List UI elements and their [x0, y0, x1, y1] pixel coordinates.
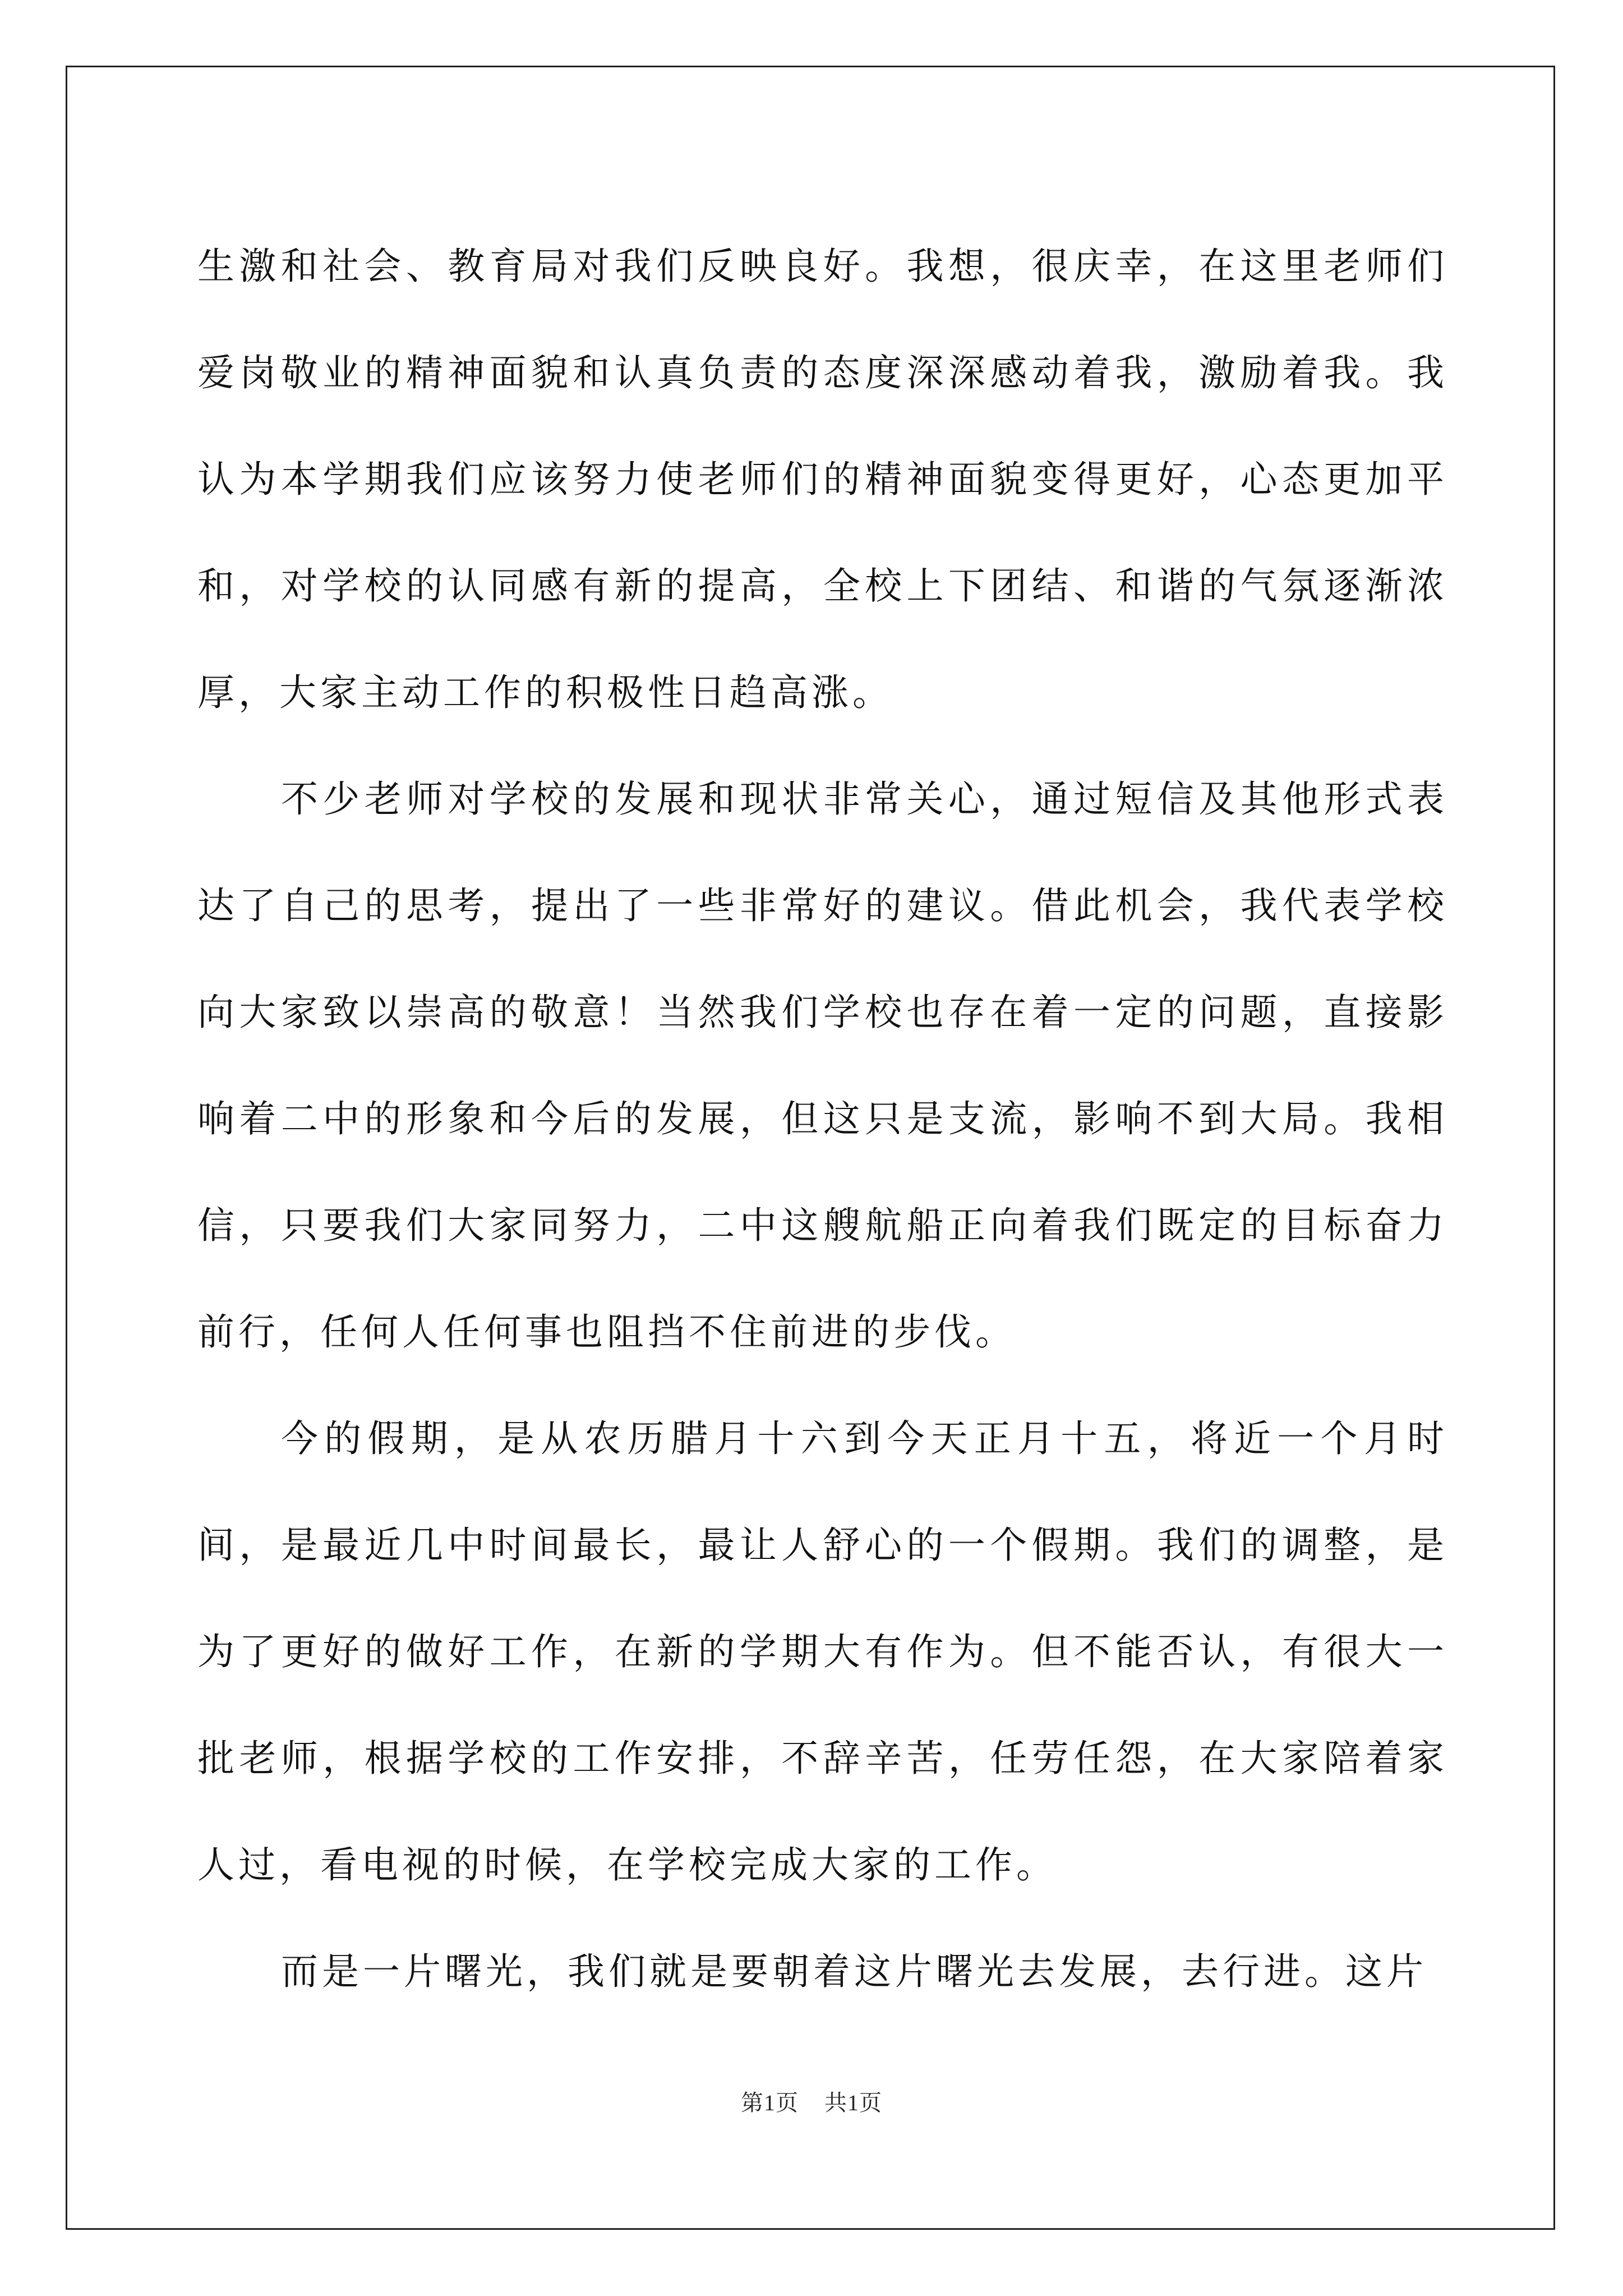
document-body — [197, 213, 1448, 2025]
page-footer — [0, 2085, 1623, 2117]
paragraph-3: 今的假期，是从农历腊月十六到今天正月十五，将近一个月时间，是最近几中时间最长，最让人舒心的一个假期。我们的调整，是为了更好的做好工作，在新的学期大有作为。但不能否认，有很大一批老师，根据学校的工作安排，不辞辛苦，任劳任怨，在大家陪着家人过，看电视的时候，在学校完成大家的工作。 — [197, 1417, 1448, 1887]
page-total: 共1页 — [824, 2090, 882, 2115]
paragraph-1: 生激和社会、教育局对我们反映良好。我想，很庆幸，在这里老师们爱岗敬业的精神面貌和认真负责的态度深深感动着我，激励着我。我认为本学期我们应该努力使老师们的精神面貌变得更好，心态更加平和，对学校的认同感有新的提高，全校上下团结、和谐的气氛逐渐浓厚，大家主动工作的积极性日趋高涨。 — [197, 245, 1448, 714]
page-number: 第1页 — [741, 2090, 799, 2115]
paragraph-4: 而是一片曙光，我们就是要朝着这片曙光去发展，去行进。这片 — [281, 1950, 1427, 1993]
paragraph-2: 不少老师对学校的发展和现状非常关心，通过短信及其他形式表达了自己的思考，提出了一些非常好的建议。借此机会，我代表学校向大家致以崇高的敬意！当然我们学校也存在着一定的问题，直接影响着二中的形象和今后的发展，但这只是支流，影响不到大局。我相信，只要我们大家同努力，二中这艘航船正向着我们既定的目标奋力前行，任何人任何事也阻挡不住前进的步伐。 — [197, 777, 1448, 1354]
